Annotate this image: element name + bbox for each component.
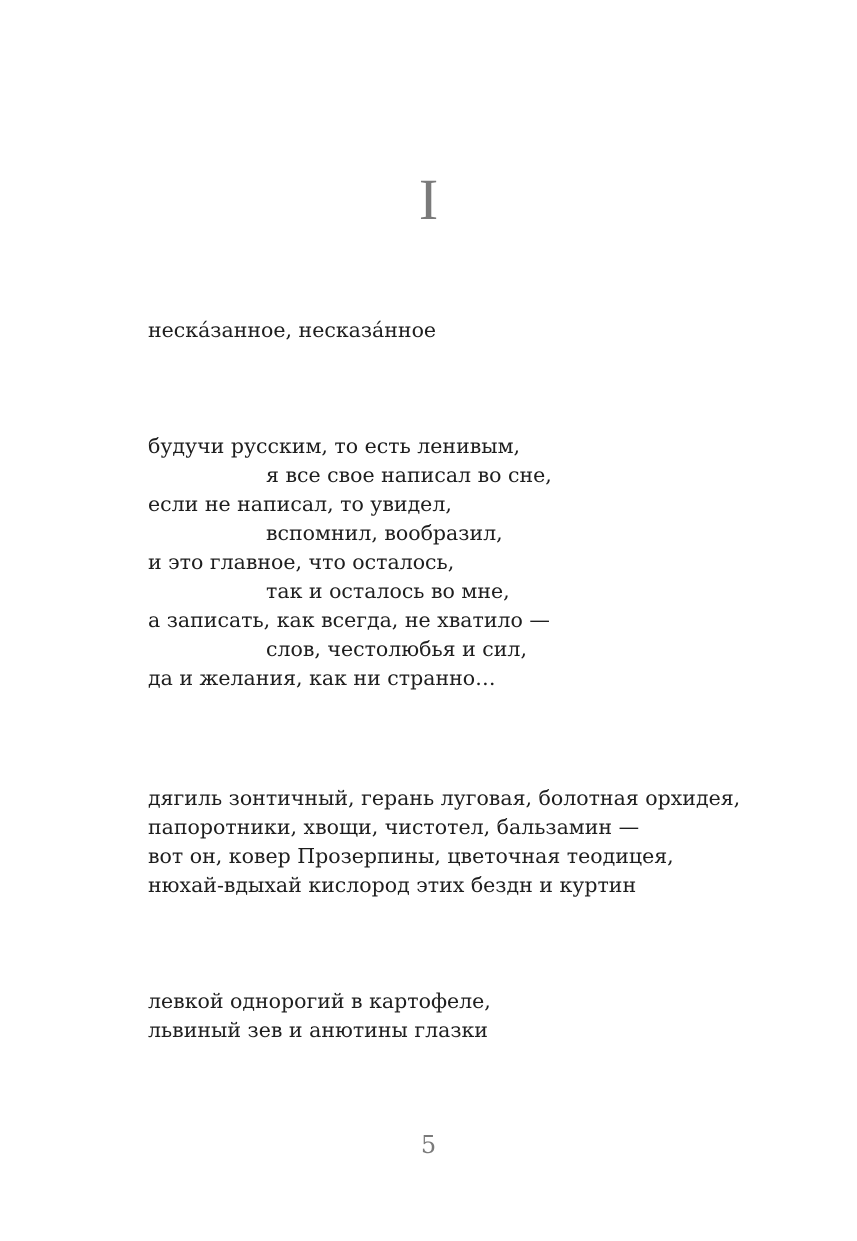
- poem-line: вот он, ковер Прозерпины, цветочная теодицея,: [148, 844, 674, 868]
- poem-stanza: [148, 987, 491, 1045]
- page-number: 5: [420, 1131, 437, 1159]
- poem-line: неска́занное, несказа́нное: [148, 318, 437, 342]
- poem-stanza: [148, 432, 552, 693]
- poem-line-indented: так и осталось во мне,: [266, 579, 510, 603]
- poem-line: если не написал, то увидел,: [148, 492, 452, 516]
- poem-line: дягиль зонтичный, герань луговая, болотная орхидея,: [148, 786, 741, 810]
- poem-line-indented: вспомнил, вообразил,: [266, 521, 503, 545]
- poem-line: львиный зев и анютины глазки: [148, 1018, 488, 1042]
- poem-line: левкой однорогий в картофеле,: [148, 989, 491, 1013]
- poem-stanza: [148, 316, 436, 345]
- poem-line: да и желания, как ни странно…: [148, 666, 496, 690]
- chapter-numeral: I: [418, 167, 439, 232]
- poem-line-indented: слов, честолюбья и сил,: [266, 637, 527, 661]
- poem-line: нюхай-вдыхай кислород этих бездн и куртин: [148, 873, 637, 897]
- poem-line-indented: я все свое написал во сне,: [266, 463, 552, 487]
- poem-line: а записать, как всегда, не хватило —: [148, 608, 550, 632]
- poem-line: папоротники, хвощи, чистотел, бальзамин —: [148, 815, 640, 839]
- poem-line: будучи русским, то есть ленивым,: [148, 434, 521, 458]
- poem-line: и это главное, что осталось,: [148, 550, 455, 574]
- poem-stanza: [148, 784, 740, 900]
